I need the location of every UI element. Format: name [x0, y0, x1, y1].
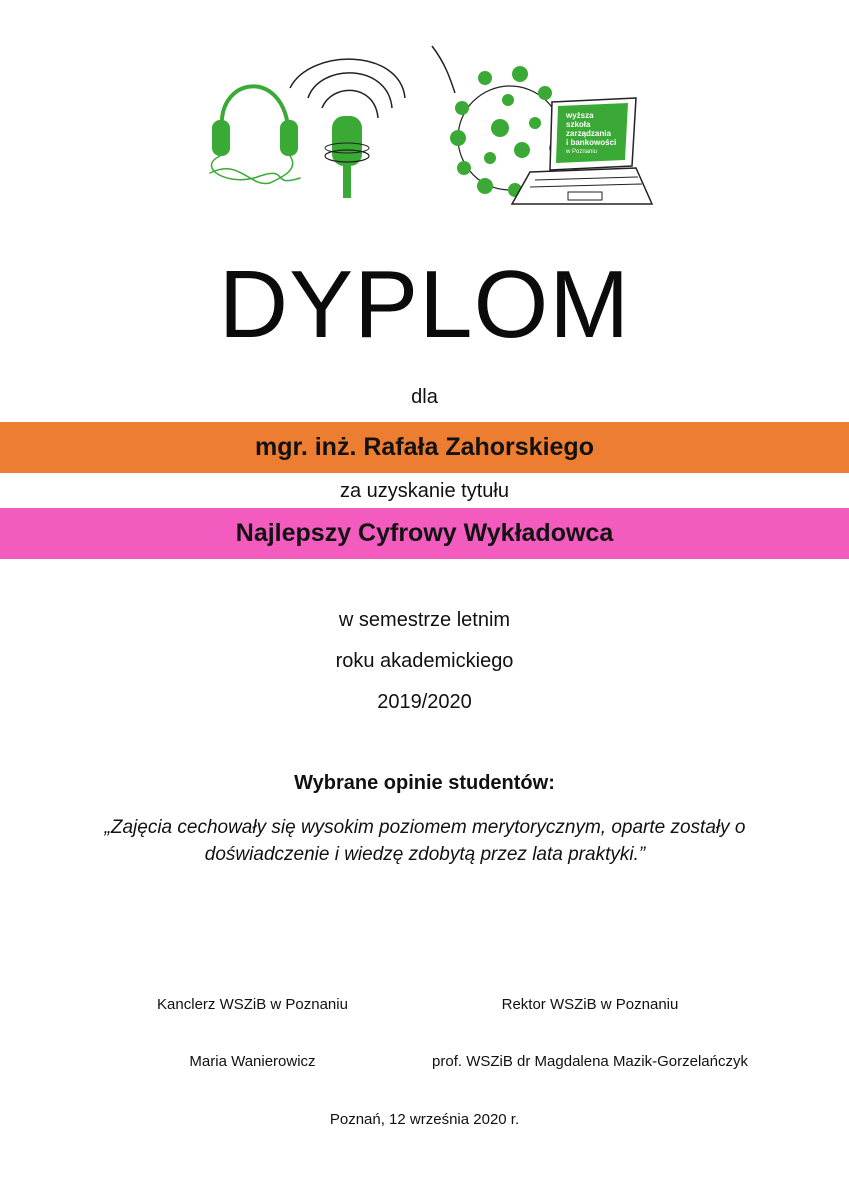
year-label: roku akademickiego: [335, 650, 514, 672]
logo-line: zarządzania: [566, 129, 611, 138]
rector-title: Rektor WSZiB w Poznaniu: [501, 996, 679, 1013]
headphones-icon: [210, 86, 300, 183]
award-name: Najlepszy Cyfrowy Wykładowca: [235, 519, 614, 547]
semester-text: w semestrze letnim: [338, 609, 511, 631]
award-band: [0, 508, 849, 559]
academic-year: 2019/2020: [377, 691, 472, 713]
logo-line: szkoła: [566, 120, 591, 129]
quote-line: doświadczenie i wiedzę zdobytą przez lata praktyki.”: [204, 844, 646, 865]
place-date: Poznań, 12 września 2020 r.: [329, 1111, 520, 1128]
title-label: za uzyskanie tytułu: [340, 480, 509, 502]
recipient-band: [0, 422, 849, 473]
student-quote: [80, 814, 770, 868]
for-label: dla: [411, 386, 438, 408]
microphone-icon: [290, 59, 405, 198]
recipient-name: mgr. inż. Rafała Zahorskiego: [255, 433, 594, 461]
chancellor-name: Maria Wanierowicz: [189, 1053, 316, 1070]
rector-name: prof. WSZiB dr Magdalena Mazik-Gorzelańczyk: [432, 1053, 748, 1070]
diploma-title: DYPLOM: [218, 251, 631, 358]
header-illustration: [200, 38, 660, 210]
chancellor-title: Kanclerz WSZiB w Poznaniu: [157, 996, 348, 1013]
quote-line: „Zajęcia cechowały się wysokim poziomem merytorycznym, oparte zostały o: [104, 817, 746, 838]
logo-line: wyższa: [566, 111, 594, 120]
logo-line: i bankowości: [566, 138, 617, 147]
opinions-heading: Wybrane opinie studentów:: [294, 772, 555, 794]
logo-subline: w Poznaniu: [566, 149, 598, 155]
